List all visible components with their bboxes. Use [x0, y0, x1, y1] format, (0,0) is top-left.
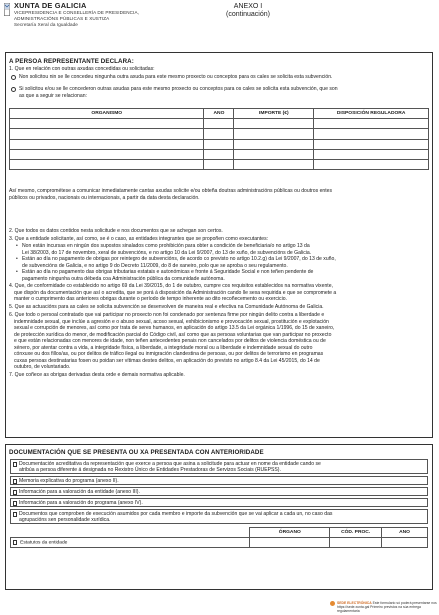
table-header-row	[10, 109, 429, 119]
point-6-line6: xénero, por atentar contra a vida, a integridade física, a liberdade, a integridade moral ou a liberdade e indemnidade sexual do outro	[14, 344, 313, 351]
document-label: Estatutos da entidade	[20, 540, 68, 546]
other-aid-table	[9, 108, 429, 170]
document-label	[19, 511, 421, 524]
col-organo: ÓRGANO	[250, 528, 330, 538]
col-importe: IMPORTE (€)	[234, 109, 314, 119]
point-2: 2. Que todos os datos contidos nesta solicitude e nos documentos que se achegan son certos.	[9, 228, 223, 234]
dept-line-1: VICEPRESIDENCIA E CONSELLERÍA DE PRESIDENCIA,	[14, 9, 139, 15]
commitment-line-2: públicos ou privados, nacionais ou internacionais, a partir da data desta declaración.	[9, 195, 200, 201]
bullet-icon: •	[16, 269, 18, 275]
document-checkbox[interactable]	[13, 512, 18, 517]
table-row[interactable]	[10, 129, 429, 139]
option-no-aid-radio[interactable]	[11, 75, 16, 80]
point-4-line3: manter o cumprimento das anteriores obrigas durante o período de tempo inherente ao dito recoñecemento ou exercicio.	[14, 296, 287, 302]
bullet-icon: •	[16, 256, 18, 262]
point-7: 7. Que coñece as obrigas derivadas desta orde e demais normativa aplicable.	[9, 372, 185, 378]
cod-proc-cell[interactable]	[330, 538, 382, 548]
point-3-bullet-2-line1: Están ao día no pagamento de obrigas por reintegro de subvencións, de acordo co previsto no artigo 10.2.g) da Lei 9/2007, do 13 de xuño,	[22, 256, 336, 262]
table-header-row	[11, 528, 428, 538]
org-name: XUNTA DE GALICIA	[14, 1, 87, 10]
point-3-bullet-2-line2: de subvencións de Galicia, e no artigo 9 do Decreto 11/2009, do 8 de xaneiro, polo que se aproba o seu regulamento.	[22, 262, 288, 269]
option-other-aid-line1: Si solicitou e/ou se lle concederon outras axudas para este mesmo proxecto ou conceptos para os cales se solicita esta subvención, que son	[19, 86, 338, 92]
point-6-line2: indemnidade sexual, que inclúe a agresión e o abuso sexual, acoso sexual, exhibicionismo e provocación sexual, prostitución e explotación	[14, 318, 329, 325]
annex-title: ANEXO I	[233, 3, 263, 10]
point-6-line7: cónxuxe ou dos fillos/as, ou por delitos de tráfico ilegal ou inmigración clandestina de persoas, ou por delitos de terrorismo en programas	[14, 351, 324, 357]
document-row-execution-commitments[interactable]	[10, 509, 428, 524]
option-no-aid-label: Non solicitou nin se lle concedeu ningunha outra axuda para este mesmo proxecto ou conceptos para os cales se solicita esta subvención.	[19, 74, 333, 80]
document-label-line2: atribúa a persoa diferente á designada no Rexistro Único de Entidades Prestadoras de Servizos Sociais (RUEPSS).	[19, 467, 281, 474]
document-label: Información para a valoración da entidade (anexo III).	[19, 489, 140, 495]
document-checkbox[interactable]	[13, 479, 18, 484]
point-3: 3. Que a entidade solicitante, así como, se é o caso, as entidades integrantes que se propoñen como executantes:	[9, 236, 269, 242]
col-organismo: ORGANISMO	[10, 109, 204, 119]
point-3-bullet-3-line2: pagamento ningunha outra débeda coa Administración pública da comunidade autónoma.	[22, 275, 225, 282]
organo-cell[interactable]	[250, 538, 330, 548]
point-5: 5. Que as actuacións para as cales se solicita subvención se desenvolven de maneira real e efectiva na Comunidade Autónoma de Galicia.	[9, 304, 324, 310]
document-checkbox[interactable]	[13, 462, 18, 467]
document-row-memoria[interactable]	[10, 476, 428, 485]
bullet-icon: •	[16, 243, 18, 249]
document-label: Memoria explicativa do programa (anexo II).	[19, 478, 119, 484]
footer-line-2: https://sede.xunta.gal Primeiro previstos na súa entrega regulamentaria	[337, 605, 421, 613]
question-1: 1. Que en relación con outras axudas concedidas ou solicitadas:	[9, 66, 155, 72]
commitment-line-1: Así mesmo, comprométese a comunicar inmediatamente cantas axudas solicite e/ou obteña doutras administracións públicas ou doutros entes	[9, 188, 333, 194]
table-row[interactable]	[10, 119, 429, 129]
col-ano: ANO	[204, 109, 234, 119]
point-6-line8: cuxas persoas destinatarias fosen ou poidan ser vítimas destes delitos, en aplicación do previsto no artigo 8.4 da Lei 45/2015, do 14 de	[14, 357, 320, 364]
documentation-title: DOCUMENTACIÓN QUE SE PRESENTA OU XA PRESENTADA CON ANTERIORIDADE	[9, 449, 264, 456]
ano-cell[interactable]	[382, 538, 428, 548]
table-row[interactable]	[10, 149, 429, 159]
document-checkbox[interactable]	[13, 501, 18, 506]
option-other-aid-radio[interactable]	[11, 87, 16, 92]
annex-heading	[218, 3, 278, 19]
point-6-line1: 6. Que todo o persoal contratado que vai participar no proxecto non foi condenado por sentenza firme por ningún delito contra a liberdade e	[9, 312, 325, 318]
declaration-title: A PERSOA REPRESENTANTE DECLARA:	[9, 58, 134, 65]
option-other-aid-line2: as que a seguir se relacionan:	[19, 93, 87, 99]
document-row-programme-info[interactable]	[10, 498, 428, 507]
sede-electronica-icon	[330, 601, 335, 606]
point-3-bullet-1-line1: Non están incursas en ningún dos supostos sinalados como prohibición para obter a condición de beneficiaria/o no artigo 13 da	[22, 243, 310, 249]
dept-line-3: Secretaría Xeral da Igualdade	[14, 22, 78, 28]
document-label-line2: agrupacións sen personalidade xurídica.	[19, 517, 111, 524]
point-6-line4: de protección xurídica do menor, de modificación parcial do Código civil, así como que as persoas voluntarias que van participar no proxecto	[14, 331, 332, 338]
footer-line-1: Este formulario só poderá presentarse nos	[372, 601, 437, 605]
document-label	[19, 461, 421, 474]
document-label-line1: Documentación acreditativa da representación que exerce a persoa que asina a solicitude para actuar en nome da entidade cando se	[19, 461, 321, 467]
point-4-line1: 4. Que, de conformidade co establecido no artigo 69 da Lei 39/2015, do 1 de outubro, cumpre cos requisitos establecidos na normativa vixente,	[9, 283, 333, 289]
previously-presented-table	[10, 527, 428, 548]
col-ano: ANO	[382, 528, 428, 538]
table-row[interactable]	[11, 538, 428, 548]
point-3-bullet-3-line1: Están ao día no pagamento das obrigas tributarias estatais e autonómicas e fronte á Seguridade Social e non teñen pendente de	[22, 269, 314, 275]
table-row[interactable]	[10, 139, 429, 149]
col-disposicion: DISPOSICIÓN REGULADORA	[314, 109, 429, 119]
point-4-line2: que dispón da documentación que así o acredita, que se porá á disposición da Administración cando lle sexa requirida e que se compromete a	[14, 289, 337, 296]
document-row-entity-info[interactable]	[10, 487, 428, 496]
document-label: Información para a valoración do programa (anexo IV).	[19, 500, 143, 506]
point-6-line3: sexual e corrupción de menores, así como por trata de seres humanos, en aplicación do artigo 13.5 da Lei orgánica 1/1996, do 15 de xaneiro,	[14, 325, 335, 331]
table-row[interactable]	[10, 159, 429, 169]
document-checkbox[interactable]	[13, 490, 18, 495]
document-checkbox[interactable]	[13, 540, 18, 545]
document-row-statutes[interactable]	[11, 538, 250, 548]
dept-line-2: ADMINISTRACIÓNS PÚBLICAS E XUSTIZA	[14, 16, 110, 21]
document-row-representation[interactable]	[10, 459, 428, 474]
point-6-line5: e que están relacionadas con menores de idade, non teñen antecedentes penais non cancelados por delitos de violencia doméstica ou de	[14, 338, 326, 344]
document-label-line1: Documentos que comproben de execución asumidos por cada membro e importe da subvención que se vai aplicar a cada un, no caso das	[19, 511, 333, 517]
col-cod-proc: CÓD. PROC.	[330, 528, 382, 538]
point-6-line9: outubro, de voluntariado.	[14, 364, 71, 370]
annex-subtitle: (continuación)	[226, 11, 270, 18]
sede-badge-label: SEDE ELECTRÓNICA	[337, 601, 372, 605]
xunta-logo-icon	[4, 3, 10, 16]
organisation-block	[14, 2, 139, 28]
point-3-bullet-1-line2: Lei 38/2003, do 17 de novembro, xeral de subvencións, e no artigo 10 da Lei 9/2007, do 13 de xuño, de subvencións de Galicia.	[22, 249, 312, 256]
